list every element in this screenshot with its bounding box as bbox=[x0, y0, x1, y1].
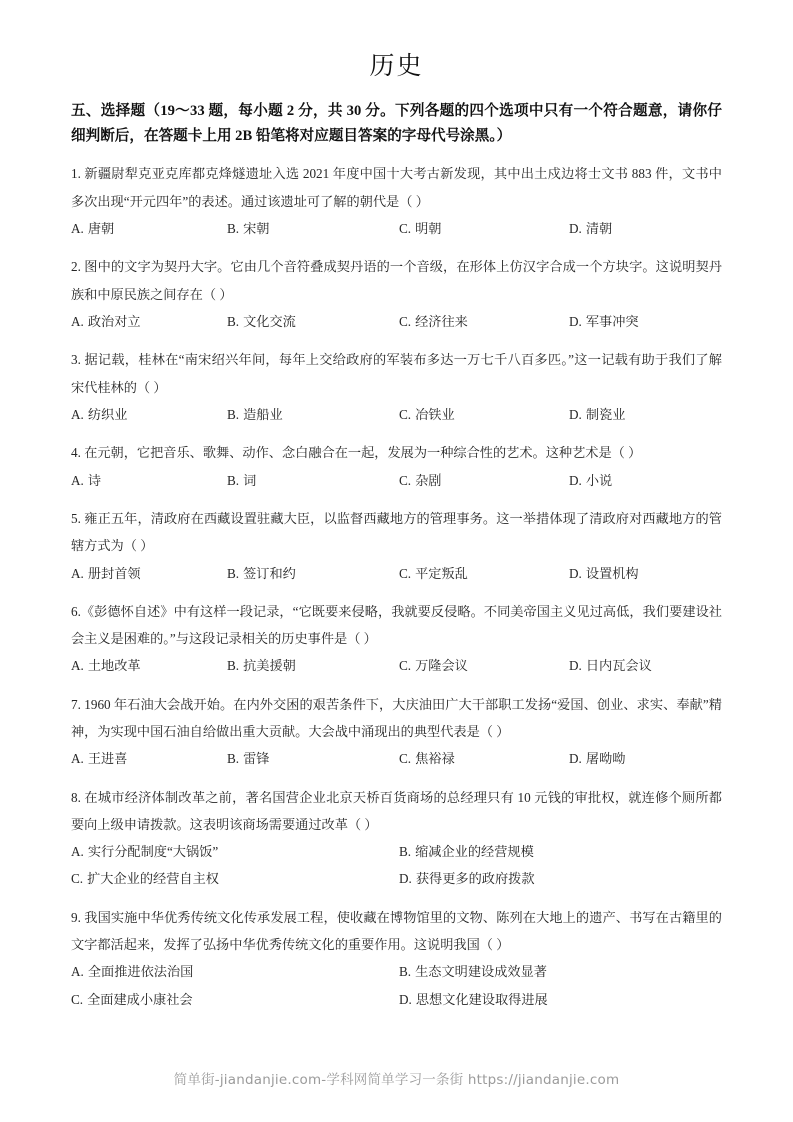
option-text: 土地改革 bbox=[87, 658, 141, 674]
option-text: 军事冲突 bbox=[585, 314, 639, 330]
option-label: C. bbox=[399, 565, 412, 581]
option-choice[interactable] bbox=[399, 838, 721, 865]
option-choice[interactable] bbox=[227, 215, 399, 242]
option-choice[interactable] bbox=[569, 652, 721, 679]
option-label: C. bbox=[71, 991, 84, 1007]
option-choice[interactable] bbox=[227, 560, 399, 587]
option-text: 全面建成小康社会 bbox=[87, 991, 193, 1007]
option-label: D. bbox=[569, 407, 582, 423]
option-text: 雷锋 bbox=[243, 751, 270, 767]
option-choice[interactable] bbox=[569, 401, 721, 428]
option-row bbox=[71, 958, 722, 985]
question-stem: 1. 新疆尉犁克亚克库都克烽燧遗址入选 2021 年度中国十大考古新发现，其中出土戍边将士文书 883 件，文书中多次出现“开元四年”的表述。通过该遗址可了解的朝代是（ ） bbox=[71, 166, 722, 209]
option-row bbox=[71, 215, 722, 242]
option-choice[interactable] bbox=[71, 467, 227, 494]
option-choice[interactable] bbox=[71, 838, 399, 865]
option-choice[interactable] bbox=[399, 215, 569, 242]
option-choice[interactable] bbox=[399, 958, 721, 985]
option-text: 经济往来 bbox=[415, 314, 468, 330]
option-choice[interactable] bbox=[399, 986, 721, 1013]
option-text: 缩减企业的经营规模 bbox=[415, 844, 534, 860]
question-stem: 8. 在城市经济体制改革之前，著名国营企业北京天桥百货商场的总经理只有 10 元钱的审批权，就连修个厕所都要向上级申请拨款。这表明该商场需要通过改革（ ） bbox=[71, 789, 722, 832]
option-row bbox=[71, 401, 722, 428]
questions-list bbox=[71, 160, 722, 1012]
option-label: C. bbox=[71, 871, 84, 887]
watermark-footer: 简单街-jiandanjie.com-学科网简单学习一条街 https://jiandanjie.com bbox=[173, 1072, 620, 1088]
option-label: D. bbox=[569, 221, 582, 237]
option-choice[interactable] bbox=[71, 560, 227, 587]
option-text: 日内瓦会议 bbox=[585, 658, 652, 674]
option-choice[interactable] bbox=[569, 467, 721, 494]
question-item bbox=[71, 253, 722, 335]
option-choice[interactable] bbox=[71, 652, 227, 679]
option-text: 杂剧 bbox=[415, 472, 442, 488]
option-choice[interactable] bbox=[227, 308, 399, 335]
option-choice[interactable] bbox=[399, 652, 569, 679]
option-text: 生态文明建设成效显著 bbox=[415, 964, 547, 980]
option-label: C. bbox=[399, 472, 412, 488]
question-item bbox=[71, 439, 722, 494]
option-text: 王进喜 bbox=[87, 751, 128, 767]
option-label: A. bbox=[71, 565, 84, 581]
question-stem: 6.《彭德怀自述》中有这样一段记录，“它既要来侵略，我就要反侵略。不同美帝国主义见过高低，我们要建设社会主义是困难的。”与这段记录相关的历史事件是（ ） bbox=[71, 603, 722, 647]
option-text: 宋朝 bbox=[243, 221, 270, 237]
option-choice[interactable] bbox=[227, 652, 399, 679]
option-row bbox=[71, 745, 722, 772]
option-choice[interactable] bbox=[227, 745, 399, 772]
option-text: 诗 bbox=[87, 472, 102, 488]
option-choice[interactable] bbox=[569, 215, 721, 242]
option-label: A. bbox=[71, 221, 84, 237]
option-choice[interactable] bbox=[227, 401, 399, 428]
option-label: C. bbox=[399, 751, 412, 767]
option-choice[interactable] bbox=[71, 986, 399, 1013]
option-text: 词 bbox=[243, 472, 257, 488]
option-label: A. bbox=[71, 844, 84, 860]
option-text: 实行分配制度“大锅饭” bbox=[87, 844, 219, 860]
option-label: B. bbox=[227, 472, 240, 488]
question-item bbox=[71, 505, 722, 587]
option-label: A. bbox=[71, 964, 84, 980]
question-item bbox=[71, 904, 722, 1013]
option-choice[interactable] bbox=[399, 308, 569, 335]
option-label: D. bbox=[399, 991, 412, 1007]
option-text: 册封首领 bbox=[87, 565, 141, 581]
option-text: 焦裕禄 bbox=[415, 751, 455, 767]
question-stem: 7. 1960 年石油大会战开始。在内外交困的艰苦条件下，大庆油田广大干部职工发扬“爱国、创业、求实、奉献”精神，为实现中国石油自给做出重大贡献。大会战中涌现出的典型代表是（ ） bbox=[71, 696, 722, 739]
option-choice[interactable] bbox=[399, 865, 721, 892]
option-label: B. bbox=[227, 565, 240, 581]
option-text: 获得更多的政府拨款 bbox=[415, 871, 535, 887]
question-item bbox=[71, 784, 722, 893]
question-item bbox=[71, 346, 722, 428]
option-text: 设置机构 bbox=[585, 565, 639, 581]
option-label: D. bbox=[569, 314, 582, 330]
option-text: 制瓷业 bbox=[585, 407, 626, 423]
option-text: 明朝 bbox=[415, 221, 442, 237]
option-label: D. bbox=[569, 751, 582, 767]
option-label: A. bbox=[71, 407, 84, 423]
option-text: 文化交流 bbox=[243, 314, 296, 330]
option-row bbox=[71, 838, 722, 865]
option-text: 全面推进依法治国 bbox=[87, 964, 194, 980]
option-row bbox=[71, 652, 722, 679]
option-label: B. bbox=[227, 221, 240, 237]
option-label: B. bbox=[399, 844, 412, 860]
option-row bbox=[71, 308, 722, 335]
question-stem: 4. 在元朝，它把音乐、歌舞、动作、念白融合在一起，发展为一种综合性的艺术。这种艺术是（ ） bbox=[71, 445, 642, 461]
option-choice[interactable] bbox=[399, 401, 569, 428]
question-stem: 9. 我国实施中华优秀传统文化传承发展工程，使收藏在博物馆里的文物、陈列在大地上的遗产、书写在古籍里的文字都活起来，发挥了弘扬中华优秀传统文化的重要作用。这说明我国（ ） bbox=[71, 909, 722, 952]
option-choice[interactable] bbox=[399, 560, 569, 587]
option-label: B. bbox=[399, 964, 412, 980]
option-row bbox=[71, 865, 722, 892]
option-label: D. bbox=[569, 472, 582, 488]
option-text: 造船业 bbox=[243, 407, 283, 423]
question-item bbox=[71, 160, 722, 242]
option-row bbox=[71, 467, 722, 494]
option-label: C. bbox=[399, 658, 412, 674]
option-label: B. bbox=[227, 314, 240, 330]
option-row bbox=[71, 560, 722, 587]
option-choice[interactable] bbox=[71, 745, 227, 772]
option-text: 万隆会议 bbox=[415, 658, 468, 674]
option-text: 清朝 bbox=[585, 221, 613, 237]
option-text: 政治对立 bbox=[87, 314, 141, 330]
option-choice[interactable] bbox=[71, 215, 227, 242]
option-label: A. bbox=[71, 751, 84, 767]
option-choice[interactable] bbox=[569, 560, 721, 587]
question-item bbox=[71, 598, 722, 680]
option-text: 签订和约 bbox=[243, 565, 296, 581]
option-label: B. bbox=[227, 407, 240, 423]
option-label: A. bbox=[71, 658, 84, 674]
option-label: A. bbox=[71, 314, 84, 330]
option-choice[interactable] bbox=[569, 308, 721, 335]
option-choice[interactable] bbox=[227, 467, 399, 494]
page-title: 历史 bbox=[369, 53, 424, 80]
option-choice[interactable] bbox=[569, 745, 721, 772]
option-label: D. bbox=[569, 658, 582, 674]
option-choice[interactable] bbox=[71, 401, 227, 428]
option-choice[interactable] bbox=[71, 958, 399, 985]
option-choice[interactable] bbox=[399, 467, 569, 494]
section-heading: 五、选择题（19～33 题，每小题 2 分，共 30 分。下列各题的四个选项中只有一个符合题意，请你仔细判断后，在答题卡上用 2B 铅笔将对应题目答案的字母代号涂黑。） bbox=[71, 103, 722, 145]
option-text: 小说 bbox=[585, 472, 613, 488]
option-label: A. bbox=[71, 472, 84, 488]
option-label: C. bbox=[399, 221, 412, 237]
option-row bbox=[71, 986, 722, 1013]
option-label: B. bbox=[227, 751, 240, 767]
option-text: 冶铁业 bbox=[415, 407, 455, 423]
option-text: 平定叛乱 bbox=[415, 565, 468, 581]
option-choice[interactable] bbox=[71, 865, 399, 892]
option-choice[interactable] bbox=[399, 745, 569, 772]
question-stem: 2. 图中的文字为契丹大字。它由几个音符叠成契丹语的一个音级，在形体上仿汉字合成一个方块字。这说明契丹族和中原民族之间存在（ ） bbox=[71, 259, 722, 302]
option-text: 唐朝 bbox=[87, 221, 115, 237]
option-choice[interactable] bbox=[71, 308, 227, 335]
question-stem: 5. 雍正五年，清政府在西藏设置驻藏大臣，以监督西藏地方的管理事务。这一举措体现了清政府对西藏地方的管辖方式为（ ） bbox=[71, 510, 722, 554]
option-label: D. bbox=[569, 565, 582, 581]
option-label: B. bbox=[227, 658, 240, 674]
question-stem: 3. 据记载，桂林在“南宋绍兴年间，每年上交给政府的军装布多达一万七千八百多匹。”这一记载有助于我们了解宋代桂林的（ ） bbox=[71, 352, 722, 395]
option-label: D. bbox=[399, 871, 412, 887]
option-text: 抗美援朝 bbox=[243, 658, 296, 674]
option-text: 思想文化建设取得进展 bbox=[415, 991, 548, 1007]
option-text: 纺织业 bbox=[87, 407, 128, 423]
option-label: C. bbox=[399, 407, 412, 423]
option-label: C. bbox=[399, 314, 412, 330]
question-item bbox=[71, 691, 722, 773]
option-text: 扩大企业的经营自主权 bbox=[87, 871, 219, 887]
option-text: 屠呦呦 bbox=[585, 751, 626, 767]
